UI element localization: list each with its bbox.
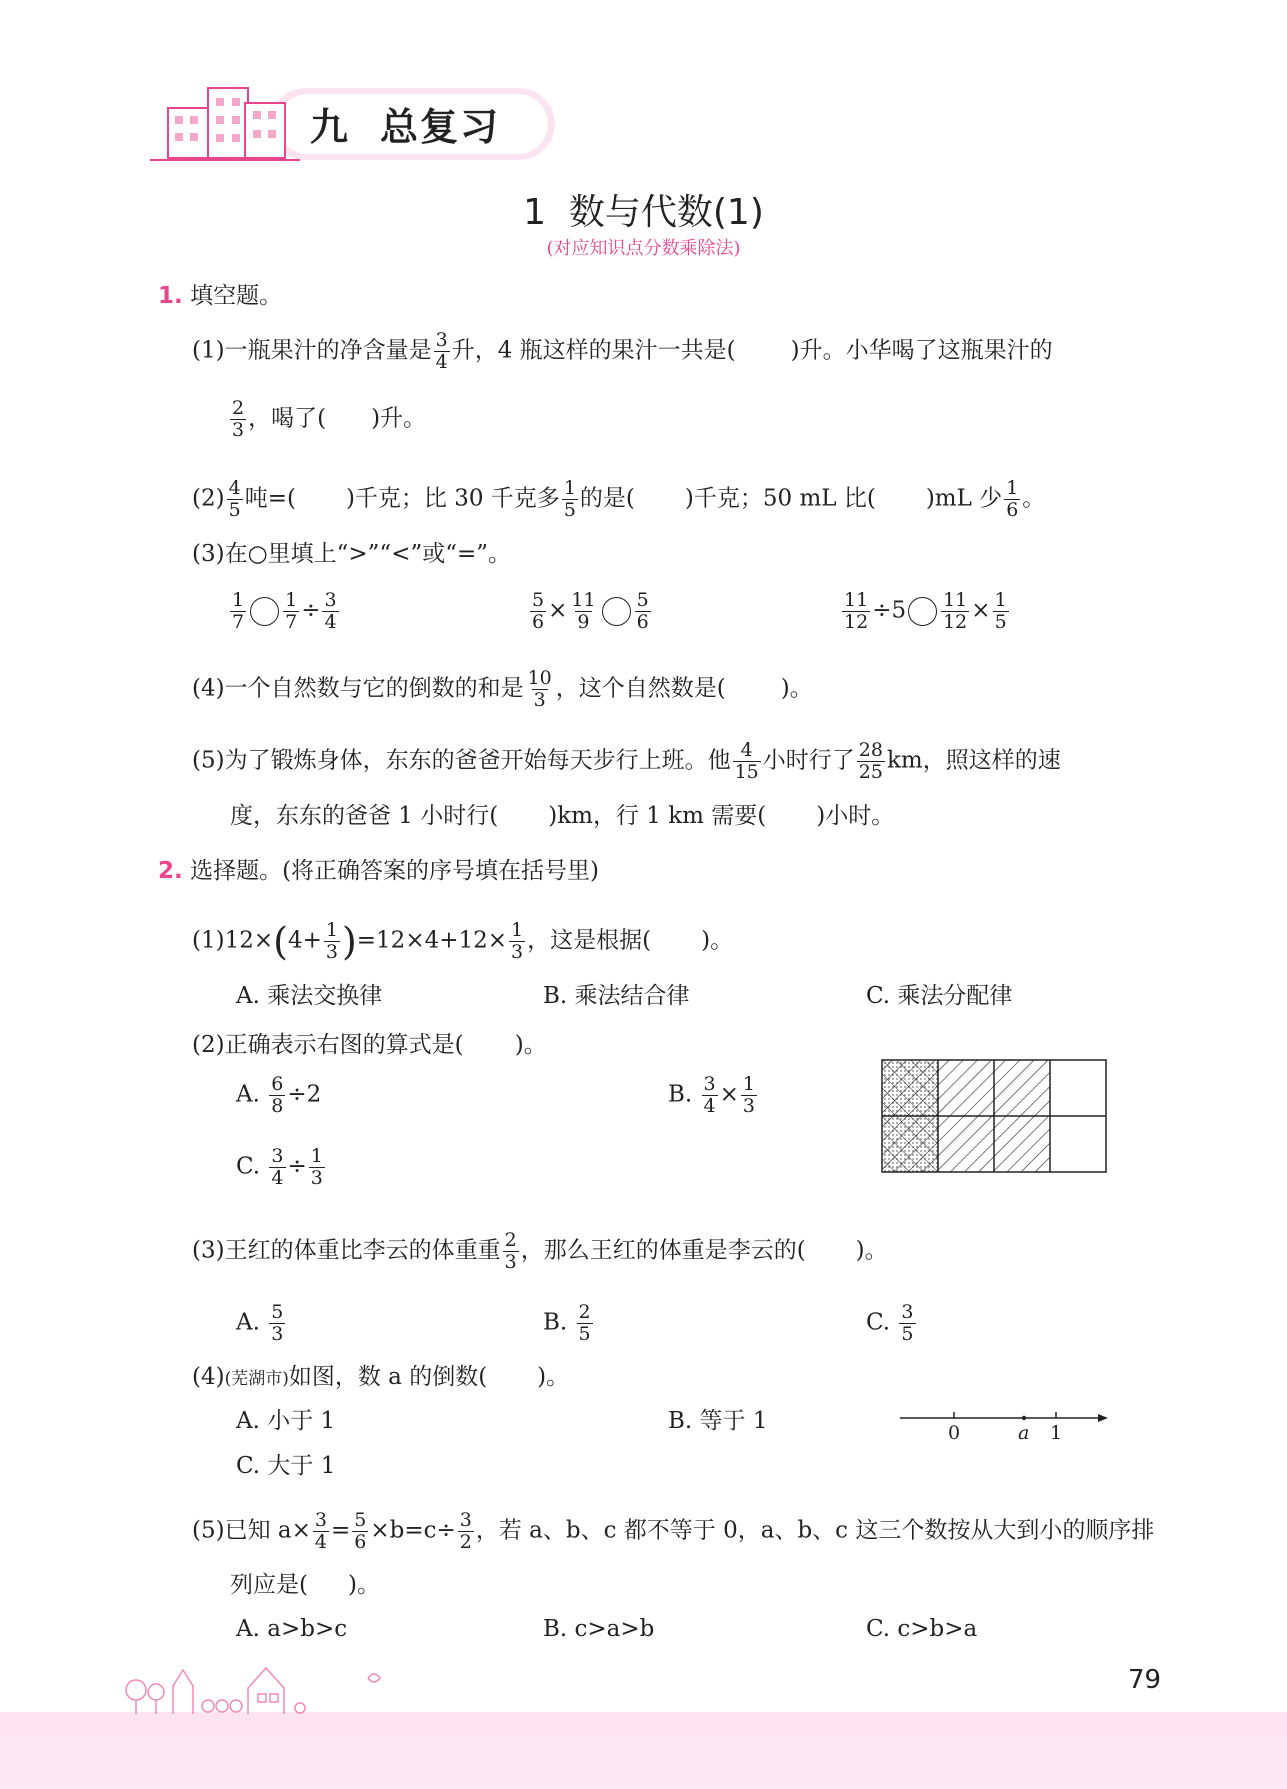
- q2-2-option-c[interactable]: [236, 1146, 327, 1189]
- fraction: $\frac{3}{4}$: [271, 1145, 284, 1189]
- fraction-3-4: $\frac{3}{4}$: [435, 329, 448, 373]
- page-number: 79: [1128, 1665, 1162, 1695]
- text: )升。: [371, 405, 427, 432]
- q2-4-option-b[interactable]: B. 等于 1: [668, 1408, 768, 1434]
- footer-band: [0, 1712, 1287, 1789]
- text: =12×4+12×: [356, 927, 508, 954]
- paren-close: ): [341, 919, 357, 964]
- text: ，喝了(: [248, 405, 327, 432]
- text: =: [330, 1517, 351, 1544]
- fraction-4-5: $\frac{4}{5}$: [228, 477, 241, 521]
- text: A.: [236, 1309, 260, 1336]
- text: (5)已知 a×: [192, 1517, 311, 1544]
- fraction: $\frac{5}{3}$: [271, 1301, 284, 1345]
- text: 升，4 瓶这样的果汁一共是(: [451, 337, 736, 364]
- number-line: [898, 1406, 1113, 1446]
- q2-item3: [192, 1230, 888, 1273]
- fraction: $\frac{11}{9}$: [571, 589, 596, 633]
- compare-3: [840, 590, 1011, 633]
- text: 。: [1022, 485, 1046, 512]
- text: 4+: [287, 927, 322, 954]
- fraction: $\frac{11}{12}$: [844, 589, 869, 633]
- q1-item5-cont: [230, 801, 894, 831]
- hatched-grid-figure: [880, 1058, 1110, 1176]
- fraction: $\frac{6}{8}$: [271, 1073, 284, 1117]
- text: C.: [866, 1309, 891, 1336]
- fraction: $\frac{2}{5}$: [578, 1301, 591, 1345]
- fraction: $\frac{5}{6}$: [636, 589, 649, 633]
- text: )千克；比 30 千克多: [345, 485, 560, 512]
- fraction: $\frac{1}{7}$: [232, 589, 245, 633]
- fraction-28-25: $\frac{28}{25}$: [858, 739, 883, 783]
- q1-item1: [192, 330, 1053, 373]
- answer-circle[interactable]: [908, 597, 937, 626]
- text: )小时。: [816, 803, 895, 829]
- q2-2-option-a[interactable]: [236, 1074, 321, 1117]
- q2-2-option-b[interactable]: [668, 1074, 759, 1117]
- text: )。: [855, 1237, 888, 1264]
- q2-3-option-a[interactable]: [236, 1302, 287, 1345]
- number-line-label-0: 0: [948, 1422, 961, 1444]
- fraction-1-3: $\frac{1}{3}$: [325, 919, 338, 963]
- text: )。: [780, 675, 813, 702]
- chapter-title: [310, 96, 500, 151]
- number-line-label-1: 1: [1050, 1422, 1063, 1444]
- text: C.: [236, 1153, 261, 1180]
- q2-item4: [192, 1362, 569, 1394]
- fraction: $\frac{3}{2}$: [459, 1509, 472, 1553]
- q1-item2: [192, 478, 1045, 521]
- section-title: 1 数与代数(1): [523, 192, 764, 233]
- text: ÷5: [872, 597, 907, 624]
- fraction-1-3: $\frac{1}{3}$: [511, 919, 524, 963]
- text: 如图，数 a 的倒数(: [288, 1364, 488, 1390]
- text: (4)一个自然数与它的倒数的和是: [192, 675, 524, 702]
- answer-circle[interactable]: [250, 597, 279, 626]
- fraction-2-3: $\frac{2}{3}$: [504, 1229, 517, 1273]
- text: ，这是根据(: [527, 927, 652, 954]
- fraction: $\frac{3}{4}$: [703, 1073, 716, 1117]
- compare-2: [528, 590, 653, 633]
- fraction: $\frac{5}{6}$: [354, 1509, 367, 1553]
- text: )。: [347, 1572, 380, 1598]
- q1-item3: (3)在○里填上“>”“<”或“=”。: [192, 541, 512, 567]
- q2-item1: [192, 920, 733, 963]
- q2-3-option-c[interactable]: [866, 1302, 918, 1345]
- q2-1-option-a[interactable]: A. 乘法交换律: [236, 983, 383, 1009]
- q2-5-option-a[interactable]: A. a>b>c: [236, 1616, 348, 1642]
- q2-3-option-b[interactable]: [543, 1302, 595, 1345]
- text: )千克；50 mL 比(: [684, 485, 876, 512]
- fraction: $\frac{5}{6}$: [532, 589, 545, 633]
- text: ×: [548, 597, 568, 624]
- fraction: $\frac{11}{12}$: [943, 589, 968, 633]
- text: ，若 a、b、c 都不等于 0，a、b、c 这三个数按从大到小的顺序排: [475, 1517, 1155, 1544]
- text: (4): [192, 1364, 225, 1390]
- fraction: $\frac{1}{3}$: [310, 1145, 323, 1189]
- fraction: $\frac{3}{4}$: [314, 1509, 327, 1553]
- fraction: $\frac{3}{5}$: [901, 1301, 914, 1345]
- text: ，这个自然数是(: [555, 675, 726, 702]
- text: 度，东东的爸爸 1 小时行(: [230, 803, 499, 829]
- q2-item5: [192, 1510, 1154, 1553]
- text: (2): [192, 485, 225, 512]
- fraction: $\frac{1}{3}$: [742, 1073, 755, 1117]
- text: (1)一瓶果汁的净含量是: [192, 337, 432, 364]
- q1-item5: [192, 740, 1061, 783]
- q2-1-option-c[interactable]: C. 乘法分配律: [866, 983, 1013, 1009]
- q2-item5-cont: [230, 1570, 380, 1600]
- fraction-1-6: $\frac{1}{6}$: [1006, 477, 1019, 521]
- q2-5-option-b[interactable]: B. c>a>b: [543, 1616, 655, 1642]
- q1-heading: [158, 281, 282, 311]
- text: ，那么王红的体重是李云的(: [520, 1237, 806, 1264]
- compare-1: [228, 590, 341, 633]
- text: )。: [537, 1364, 570, 1390]
- text: A.: [236, 1081, 260, 1108]
- fraction: $\frac{1}{7}$: [285, 589, 298, 633]
- source-tag: (芜湖市): [224, 1369, 289, 1389]
- fraction: $\frac{1}{5}$: [994, 589, 1007, 633]
- text: 吨=(: [244, 485, 296, 512]
- paren-open: (: [273, 919, 288, 964]
- q1-number: 1.: [158, 283, 183, 309]
- q2-number: 2.: [158, 858, 183, 884]
- text: ÷2: [287, 1081, 322, 1108]
- text: )。: [701, 927, 734, 954]
- text: 的是(: [579, 485, 635, 512]
- chapter-name: 总复习: [380, 105, 501, 149]
- q1-title: 填空题。: [190, 283, 283, 309]
- text: )mL 少: [925, 485, 1003, 512]
- text: (3)王红的体重比李云的体重重: [192, 1237, 501, 1264]
- q2-4-option-c[interactable]: C. 大于 1: [236, 1453, 336, 1479]
- text: )升。小华喝了这瓶果汁的: [790, 337, 1053, 364]
- fraction-4-15: $\frac{4}{15}$: [734, 739, 759, 783]
- town-illustration: [118, 1658, 388, 1718]
- text: km，照这样的速: [886, 747, 1061, 774]
- text: B.: [668, 1081, 693, 1108]
- chapter-number: 九: [310, 105, 351, 149]
- fraction: $\frac{3}{4}$: [324, 589, 337, 633]
- fraction-10-3: $\frac{10}{3}$: [527, 667, 552, 711]
- fraction-2-3: $\frac{2}{3}$: [232, 397, 245, 441]
- text: ÷: [301, 597, 321, 624]
- text: B.: [543, 1309, 568, 1336]
- text: (5)为了锻炼身体，东东的爸爸开始每天步行上班。他: [192, 747, 731, 774]
- section-subtitle: (对应知识点分数乘除法): [546, 238, 741, 259]
- q2-title: 选择题。(将正确答案的序号填在括号里): [190, 858, 600, 884]
- q2-5-option-c[interactable]: C. c>b>a: [866, 1616, 978, 1642]
- answer-circle[interactable]: [602, 597, 631, 626]
- text: ×: [719, 1081, 739, 1108]
- text: 小时行了: [762, 747, 855, 774]
- text: )km，行 1 km 需要(: [548, 803, 767, 829]
- text: (1)12×: [192, 927, 274, 954]
- text: ÷: [287, 1153, 307, 1180]
- text: ×b=c÷: [370, 1517, 456, 1544]
- q2-heading: [158, 856, 599, 886]
- q2-4-option-a[interactable]: A. 小于 1: [236, 1408, 336, 1434]
- text: 列应是(: [230, 1572, 308, 1598]
- q1-item1-cont: [228, 398, 426, 441]
- q2-1-option-b[interactable]: B. 乘法结合律: [543, 983, 690, 1009]
- text: ×: [971, 597, 991, 624]
- fraction-1-5: $\frac{1}{5}$: [563, 477, 576, 521]
- q1-item4: [192, 668, 813, 711]
- q2-item2: (2)正确表示右图的算式是( )。: [192, 1032, 547, 1058]
- number-line-label-a: a: [1018, 1422, 1030, 1444]
